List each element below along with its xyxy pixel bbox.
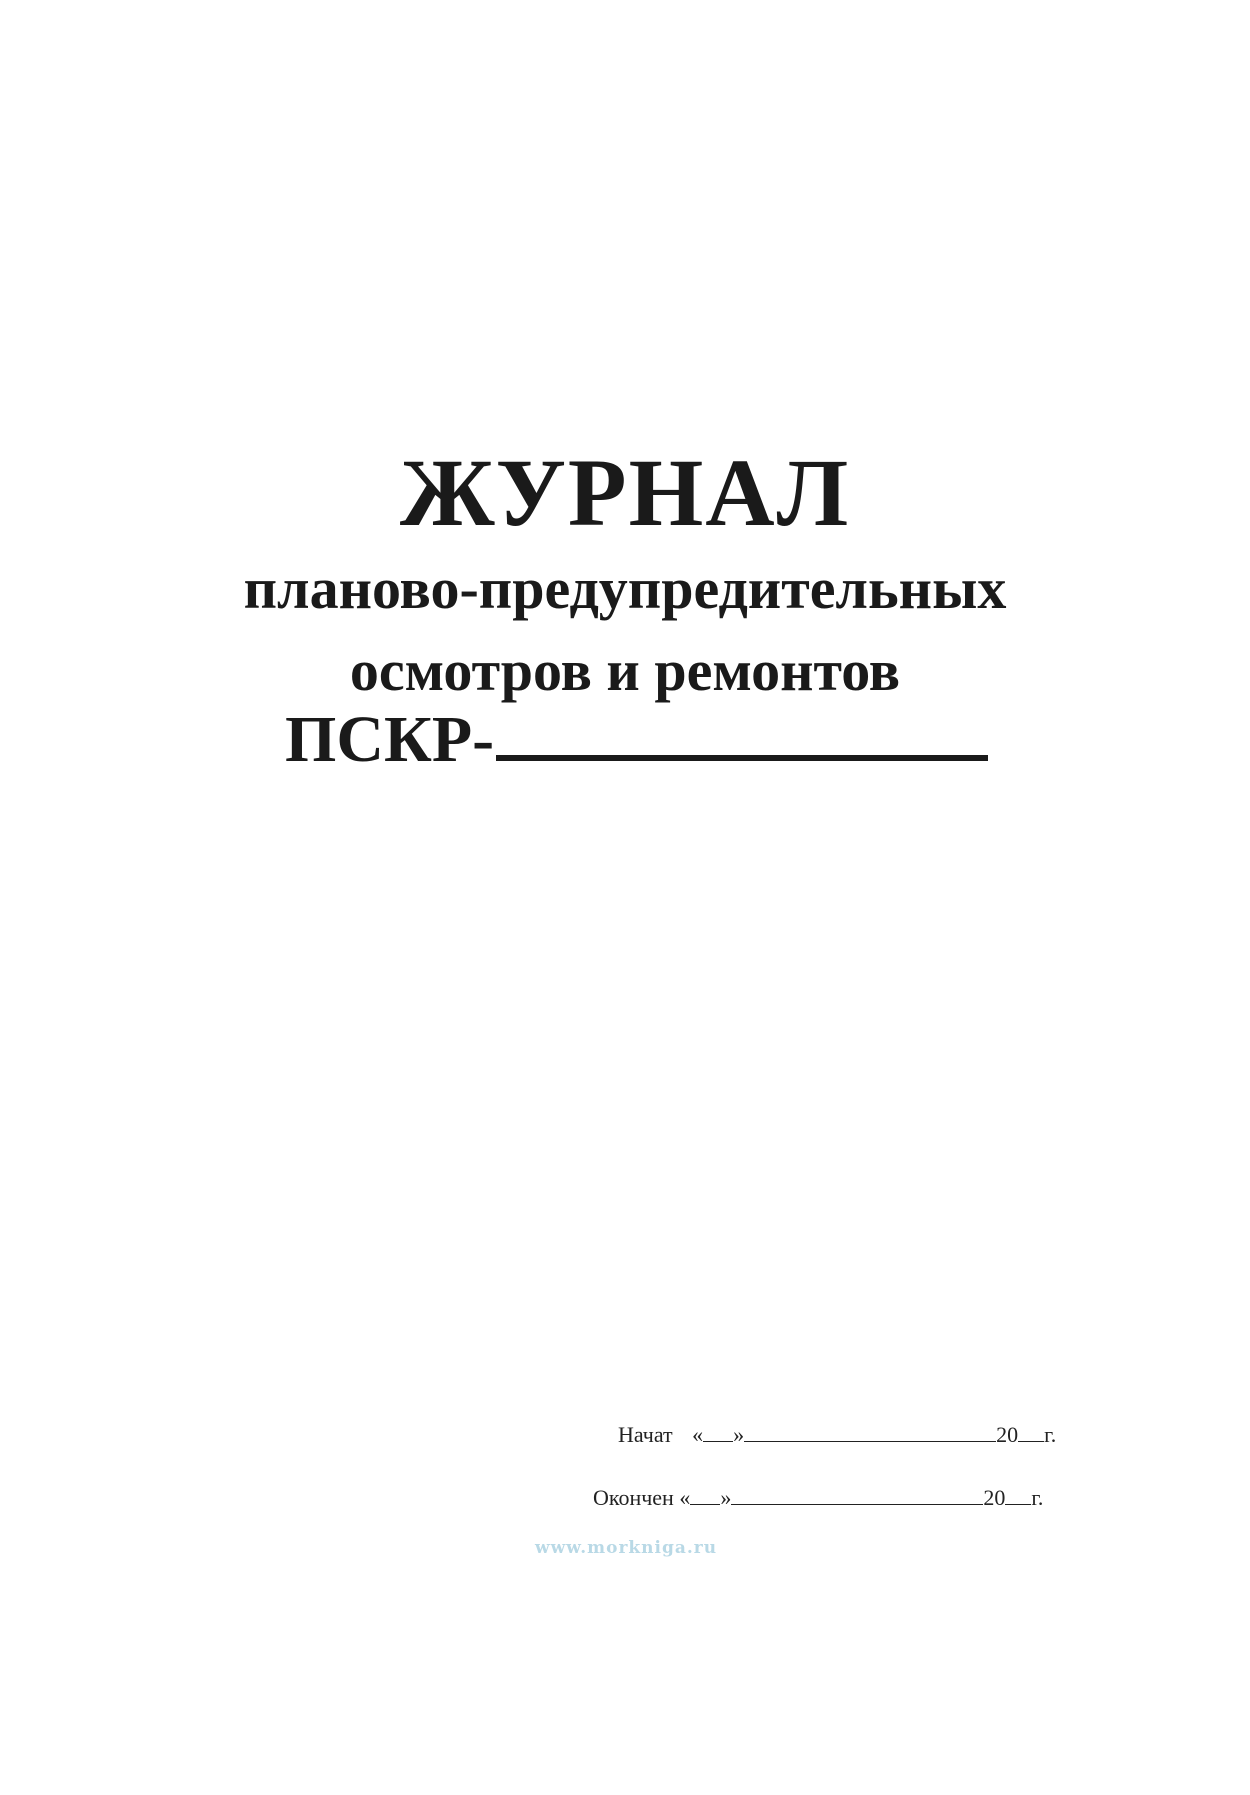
start-year-blank (1018, 1419, 1044, 1442)
end-open-quote: « (679, 1485, 691, 1510)
start-year-prefix: 20 (996, 1422, 1019, 1447)
document-subtitle-line-1: планово-предупредительных (243, 556, 1007, 621)
end-close-quote: » (720, 1485, 732, 1510)
end-year-prefix: 20 (983, 1485, 1006, 1510)
start-close-quote: » (733, 1422, 745, 1447)
start-open-quote: « (692, 1422, 704, 1447)
journal-code-prefix: ПСКР- (285, 703, 495, 776)
start-year-suffix: г. (1044, 1422, 1057, 1447)
title-block (0, 438, 1250, 712)
start-month-blank (744, 1419, 996, 1442)
start-date-row (618, 1419, 1056, 1450)
end-year-suffix: г. (1031, 1485, 1044, 1510)
end-day-blank (690, 1482, 720, 1505)
end-month-blank (731, 1482, 983, 1505)
end-year-blank (1005, 1482, 1031, 1505)
document-title: ЖУРНАЛ (399, 439, 851, 546)
document-subtitle-line-2: осмотров и ремонтов (349, 638, 901, 703)
end-date-label: Окончен (593, 1485, 674, 1510)
journal-code-line (285, 700, 988, 780)
start-date-label: Начат (618, 1422, 673, 1447)
journal-code-blank (496, 755, 988, 761)
start-day-blank (703, 1419, 733, 1442)
watermark: www.morkniga.ru (535, 1538, 718, 1558)
end-date-row (593, 1482, 1043, 1513)
